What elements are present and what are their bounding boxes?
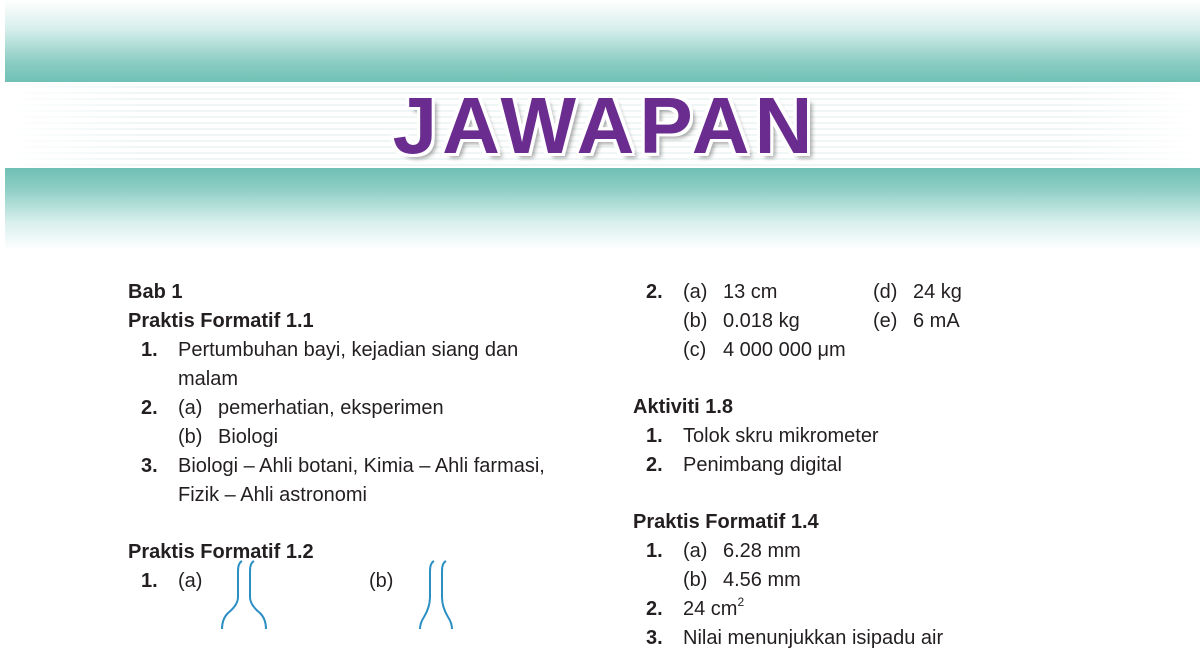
- answer-item: [633, 422, 1083, 451]
- answer-item: [128, 567, 578, 647]
- answer-item: [128, 394, 578, 452]
- flask-diagram-a: [216, 559, 286, 629]
- sub-label: (b): [683, 569, 708, 591]
- item-number: 2.: [141, 397, 158, 419]
- section-heading-pf12: Praktis Formatif 1.2: [128, 541, 314, 563]
- item-number: 1.: [646, 425, 663, 447]
- sub-label: (b): [369, 570, 394, 592]
- sub-text: 13 cm: [723, 281, 778, 303]
- item-number: 2.: [646, 281, 663, 303]
- header-band-bottom: [5, 168, 1200, 250]
- sub-text: 4 000 000 μm: [723, 339, 846, 361]
- item-text: Nilai menunjukkan isipadu air: [683, 627, 944, 649]
- answer-item: [128, 452, 578, 510]
- sub-label: (c): [683, 339, 707, 361]
- sub-label: (e): [873, 310, 898, 332]
- item-number: 3.: [646, 627, 663, 649]
- sub-answer: [683, 336, 1083, 365]
- flask-diagram-b: [406, 559, 476, 629]
- sub-answer: [178, 394, 578, 423]
- sub-text: 24 kg: [913, 281, 962, 303]
- answer-item: [633, 451, 1083, 480]
- answer-item: [633, 537, 1083, 595]
- right-column: [633, 278, 1083, 653]
- item-text: Pertumbuhan bayi, kejadian siang dan malam: [178, 339, 519, 390]
- item-text: 24 cm: [683, 598, 738, 620]
- section-heading-pf11: Praktis Formatif 1.1: [128, 310, 314, 332]
- sub-answer-row: [683, 307, 1083, 336]
- item-text: Biologi – Ahli botani, Kimia – Ahli farmasi, Fizik – Ahli astronomi: [178, 455, 545, 506]
- section-heading-akt18: Aktiviti 1.8: [633, 396, 734, 418]
- sub-answer: [683, 566, 1083, 595]
- sub-label: (a): [178, 397, 203, 419]
- item-number: 1.: [646, 540, 663, 562]
- item-text: Tolok skru mikrometer: [683, 425, 879, 447]
- item-text: Penimbang digital: [683, 454, 842, 476]
- answer-item: [128, 336, 578, 394]
- item-number: 1.: [141, 339, 158, 361]
- left-column: [128, 278, 578, 647]
- superscript: 2: [737, 595, 745, 610]
- sub-text: 0.018 kg: [723, 310, 800, 332]
- sub-label: (d): [873, 281, 898, 303]
- sub-answer: [873, 307, 1063, 336]
- item-number: 2.: [646, 598, 663, 620]
- page-title: JAWAPAN: [392, 81, 818, 170]
- sub-text: 6 mA: [913, 310, 960, 332]
- sub-answer: [873, 278, 1063, 307]
- answer-item: [633, 278, 1083, 365]
- item-number: 2.: [646, 454, 663, 476]
- sub-label: (a): [683, 281, 708, 303]
- sub-answer: [683, 278, 873, 307]
- sub-label: (b): [683, 310, 708, 332]
- sub-answer: [178, 423, 578, 452]
- sub-text: 6.28 mm: [723, 540, 801, 562]
- sub-text: 4.56 mm: [723, 569, 801, 591]
- answer-item: [633, 624, 1083, 653]
- sub-label: (b): [178, 426, 203, 448]
- sub-text: pemerhatian, eksperimen: [218, 397, 444, 419]
- section-heading-pf14: Praktis Formatif 1.4: [633, 511, 819, 533]
- item-number: 3.: [141, 455, 158, 477]
- sub-label: (a): [683, 540, 708, 562]
- answer-item: [633, 595, 1083, 624]
- item-number: 1.: [141, 570, 158, 592]
- sub-text: Biologi: [218, 426, 279, 448]
- sub-answer: [683, 537, 1083, 566]
- sub-answer-row: [683, 278, 1083, 307]
- sub-label: (a): [178, 570, 203, 592]
- chapter-heading: Bab 1: [128, 281, 183, 303]
- header-band-top: [5, 0, 1200, 82]
- sub-answer: [683, 307, 873, 336]
